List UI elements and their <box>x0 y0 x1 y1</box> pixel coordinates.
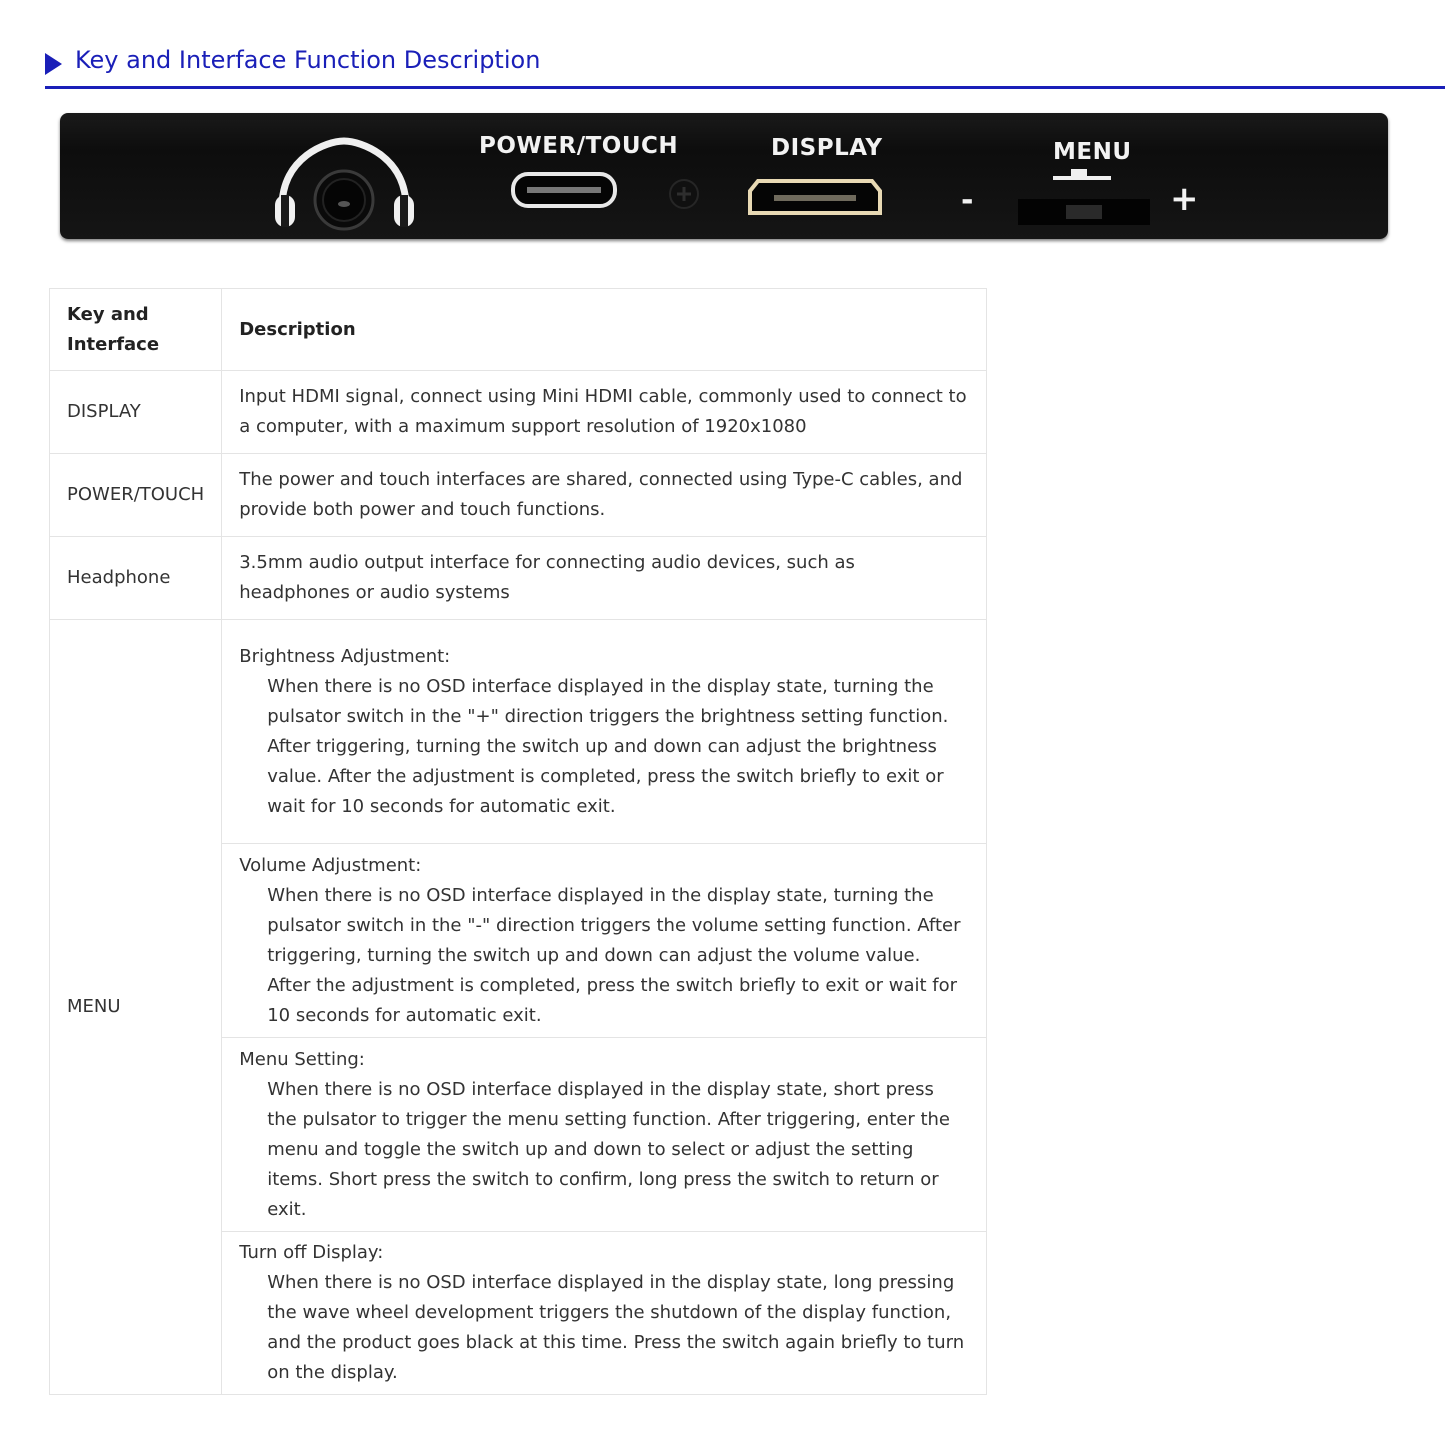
table-row <box>50 537 987 620</box>
screw-icon <box>667 177 701 211</box>
minus-label: - <box>961 183 974 218</box>
menu-item-text: When there is no OSD interface displayed in the display state, turning the pulsator switch in the "-" direction triggers the volume setting function. After triggering, turning the switch up and down can adjust the volume value. After the adjustment is completed, press the switch briefly to exit or wait for 10 seconds for automatic exit. <box>267 884 961 1026</box>
section-header <box>45 44 1445 89</box>
headphone-icon <box>272 135 417 235</box>
menu-item-text: When there is no OSD interface displayed in the display state, long pressing the wave wheel development triggers the shutdown of the display function, and the product goes black at this time. Press the switch again briefly to turn on the display. <box>267 1272 965 1383</box>
row-key: Headphone <box>50 537 222 620</box>
menu-item-title: Brightness Adjustment: <box>239 645 451 667</box>
menu-item-text: When there is no OSD interface displayed in the display state, short press the pulsator to trigger the menu setting function. After triggering, enter the menu and toggle the switch up and down to select or adjust the setting items. Short press the switch to confirm, long press the switch to return or exit. <box>267 1078 951 1220</box>
header-description: Description <box>222 289 987 371</box>
section-arrow-icon <box>45 53 62 75</box>
menu-item-title: Turn off Display: <box>239 1242 384 1263</box>
menu-item-title: Menu Setting: <box>239 1048 365 1070</box>
table-header-row <box>50 289 987 371</box>
row-key: POWER/TOUCH <box>50 454 222 537</box>
row-description: 3.5mm audio output interface for connecting audio devices, such as headphones or audio systems <box>222 537 987 620</box>
row-description: Input HDMI signal, connect using Mini HDMI cable, commonly used to connect to a computer, with a maximum support resolution of 1920x1080 <box>222 371 987 454</box>
plus-label: + <box>1170 179 1199 219</box>
device-side-panel <box>60 113 1388 239</box>
menu-item-setting <box>222 1038 987 1232</box>
menu-item-brightness <box>222 620 987 844</box>
row-key: DISPLAY <box>50 371 222 454</box>
row-description: The power and touch interfaces are shared, connected using Type-C cables, and provide both power and touch functions. <box>222 454 987 537</box>
menu-item-turn-off <box>222 1232 987 1395</box>
power-touch-label: POWER/TOUCH <box>479 133 679 159</box>
function-table <box>49 288 987 1395</box>
display-label: DISPLAY <box>771 135 883 161</box>
mini-hdmi-port-icon <box>746 177 884 221</box>
usb-c-port-icon <box>509 170 619 212</box>
menu-item-volume <box>222 844 987 1038</box>
menu-indicator-icon <box>1051 169 1113 183</box>
table-row <box>50 371 987 454</box>
table-row <box>50 454 987 537</box>
header-key-and-interface: Key and Interface <box>50 289 222 371</box>
table-row <box>50 620 987 844</box>
toggle-switch-icon[interactable] <box>1016 197 1152 227</box>
section-title: Key and Interface Function Description <box>75 46 541 74</box>
row-key-menu: MENU <box>50 620 222 1395</box>
menu-label: MENU <box>1053 139 1132 165</box>
menu-item-text: When there is no OSD interface displayed in the display state, turning the pulsator switch in the "+" direction triggers the brightness setting function. After triggering, turning the switch up and down can adjust the brightness value. After the adjustment is completed, press the switch briefly to exit or wait for 10 seconds for automatic exit. <box>267 675 949 817</box>
menu-item-title: Volume Adjustment: <box>239 854 422 876</box>
